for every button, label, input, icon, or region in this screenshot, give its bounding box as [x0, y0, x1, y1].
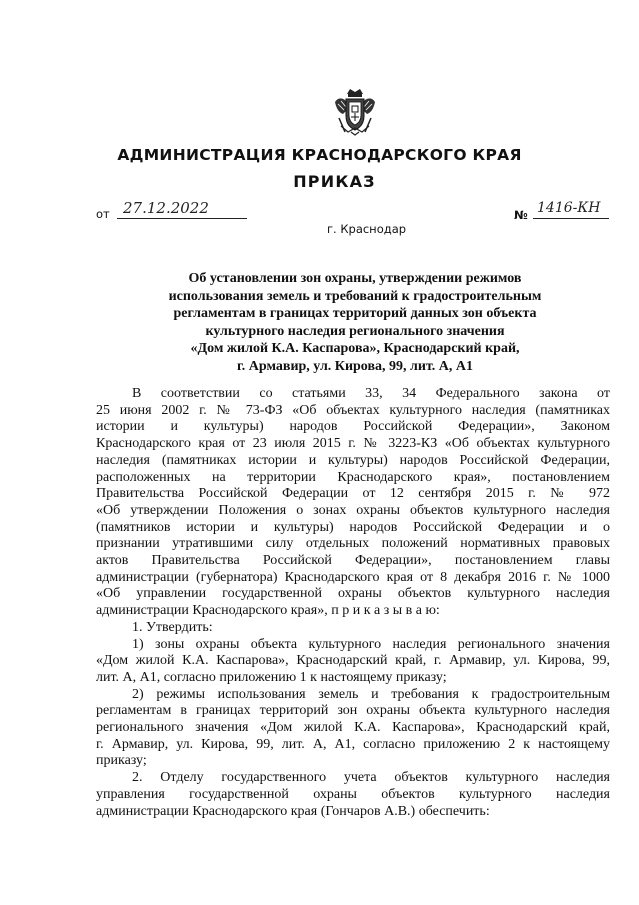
body-line: администрации Краснодарского края (Гончаров А.В.) обеспечить:: [96, 803, 490, 819]
city-label: г. Краснодар: [327, 222, 407, 236]
body-line: регламентам в границах территорий зон охраны объекта культурного наследия: [96, 703, 610, 719]
body-line: г. Армавир, ул. Кирова, 99, лит. А, А1, согласно приложению 2 к настоящему: [96, 736, 610, 752]
title-line: «Дом жилой К.А. Каспарова», Краснодарский край,: [190, 341, 520, 356]
body-line: управления государственной охраны объектов культурного наследия: [96, 786, 610, 802]
body-line: В соответствии со статьями 33, 34 Федерального закона от: [132, 386, 610, 401]
title-line: Об установлении зон охраны, утверждении режимов: [188, 271, 522, 286]
document-date: 27.12.2022: [117, 199, 247, 219]
document-number: 1416-КН: [533, 199, 609, 219]
document-title: [130, 270, 580, 375]
body-line: 2) режимы использования земель и требования к градостроительным: [132, 686, 610, 702]
body-line: наследия (памятниках истории и культуры) народов Российской Федерации,: [96, 452, 610, 468]
body-line: администрации Краснодарского края», п р и к а з ы в а ю:: [96, 603, 440, 619]
document-type: ПРИКАЗ: [293, 172, 376, 191]
body-line: актов Правительства Российской Федерации», постановлением главы: [96, 553, 610, 569]
title-line: использования земель и требований к градостроительным: [168, 288, 542, 304]
title-line: г. Армавир, ул. Кирова, 99, лит. А, А1: [236, 358, 473, 374]
date-label: от: [96, 207, 110, 221]
body-line: Правительства Российской Федерации от 12 сентября 2015 г. № 972: [96, 486, 610, 502]
body-line: 1) зоны охраны объекта культурного наследия регионального значения: [132, 636, 610, 652]
body-line: приказу;: [96, 753, 147, 769]
body-line: регионального значения «Дом жилой К.А. Каспарова», Краснодарский край,: [96, 720, 610, 736]
body-line: 2. Отделу государственного учета объектов культурного наследия: [132, 770, 610, 786]
body-line: расположенных на территории Краснодарского края», постановлением: [96, 469, 610, 485]
body-line: лит. А, А1, согласно приложению 1 к настоящему приказу;: [96, 669, 447, 685]
body-line: (памятников истории и культуры) народов Российской Федерации и о: [96, 519, 610, 535]
clause-heading: 1. Утвердить:: [132, 619, 213, 635]
coat-of-arms-emblem: [333, 88, 377, 136]
body-line: «Дом жилой К.А. Каспарова», Краснодарский край, г. Армавир, ул. Кирова, 99,: [96, 653, 610, 669]
body-line: Краснодарского края от 23 июля 2015 г. № 3223-КЗ «Об объектах культурного: [96, 436, 610, 452]
body-line: истории и культуры) народов Российской Федерации», Законом: [96, 419, 610, 435]
body-line: «Об утверждении Положения о зонах охраны объектов культурного наследия: [96, 502, 610, 518]
organization-name: АДМИНИСТРАЦИЯ КРАСНОДАРСКОГО КРАЯ: [117, 146, 522, 164]
document-body: [96, 386, 610, 820]
body-line: администрации (губернатора) Краснодарского края от 8 декабря 2016 г. № 1000: [96, 569, 610, 585]
title-line: регламентам в границах территорий данных зон объекта: [173, 306, 537, 321]
number-label: №: [514, 208, 528, 222]
body-line: «Об управлении государственной охраны объектов культурного наследия: [96, 586, 610, 602]
title-line: культурного наследия регионального значения: [205, 323, 505, 339]
body-line: 25 июня 2002 г. № 73-ФЗ «Об объектах культурного наследия (памятниках: [96, 402, 610, 418]
body-line: признании утратившими силу отдельных положений нормативных правовых: [96, 536, 610, 552]
